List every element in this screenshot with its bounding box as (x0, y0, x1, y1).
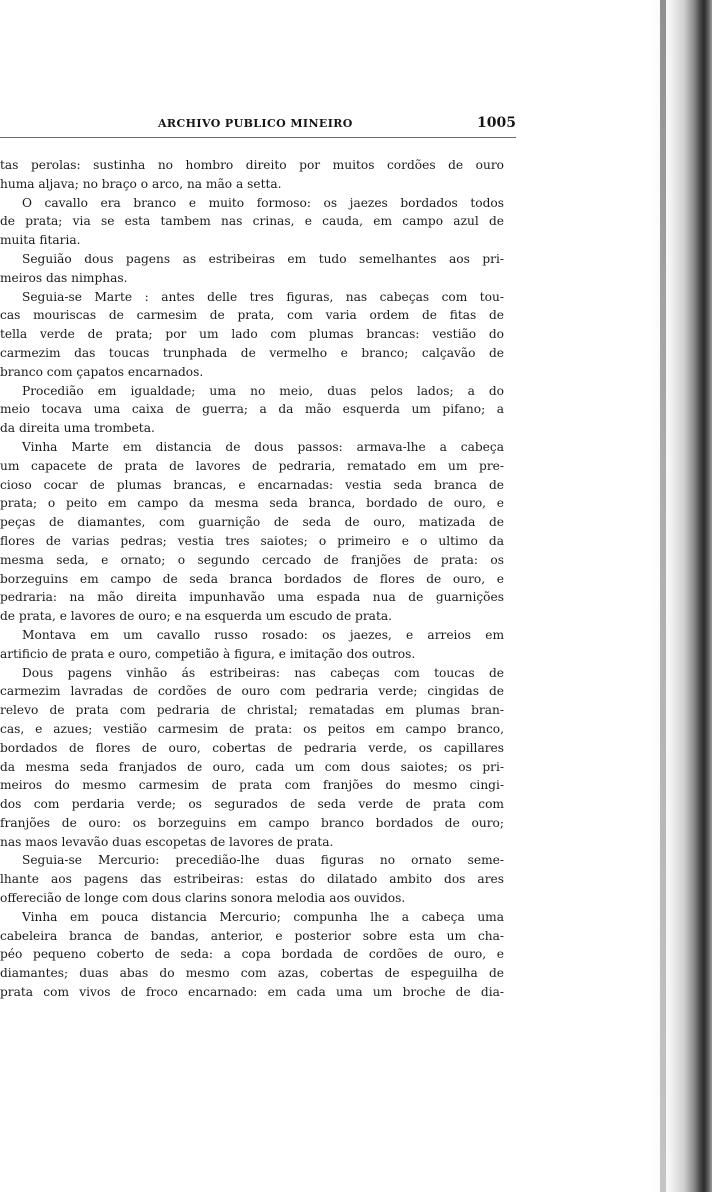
text-line: cabeleira branca de bandas, anterior, e posterior sobre esta um cha- (0, 928, 504, 943)
text-line: franjões de ouro: os borzeguins em campo branco bordados de ouro; (0, 815, 504, 830)
text-line: nas maos levavão duas escopetas de lavores de prata. (0, 834, 334, 849)
text-line: diamantes; duas abas do mesmo com azas, cobertas de espeguilha de (0, 966, 504, 981)
text-line: relevo de prata com pedraria de christal; rematadas em plumas bran- (0, 703, 504, 718)
text-line: meiros das nimphas. (0, 270, 128, 285)
text-line: Seguia-se Mercurio: precedião-lhe duas figuras no ornato seme- (22, 853, 504, 868)
text-line: Montava em um cavallo russo rosado: os jaezes, e arreios em (22, 627, 504, 642)
page-number: 1005 (477, 115, 516, 131)
text-line: um capacete de prata de lavores de pedraria, rematado em um pre- (0, 458, 504, 473)
text-line: muita fitaria. (0, 233, 81, 248)
text-line: pedraria: na mão direita impunhavão uma espada nua de guarnições (0, 590, 504, 605)
text-line: offerecião de longe com dous clarins sonora melodia aos ouvidos. (0, 891, 406, 906)
text-line: péo pequeno coberto de seda: a copa bordada de cordões de ouro, e (0, 947, 504, 962)
text-line: borzeguins em campo de seda branca bordados de flores de ouro, e (0, 571, 504, 586)
text-line: da mesma seda franjados de ouro, cada um com dous saiotes; os pri- (0, 759, 504, 774)
text-line: Vinha Marte em distancia de dous passos: armava-lhe a cabeça (22, 439, 504, 454)
text-line: carmezim lavradas de cordões de ouro com pedraria verde; cingidas de (0, 684, 504, 699)
text-line: meiros do mesmo carmesim de prata com franjões do mesmo cingi- (0, 778, 504, 793)
text-line: Seguião dous pagens as estribeiras em tudo semelhantes aos pri- (22, 251, 504, 266)
text-line: dos com perdaria verde; os segurados de seda verde de prata com (0, 797, 504, 812)
text-line: meio tocava uma caixa de guerra; a da mão esquerda um pifano; a (0, 402, 504, 417)
body-text (0, 156, 504, 1002)
running-header (0, 117, 516, 135)
text-line: tella verde de prata; por um lado com plumas brancas: vestião do (0, 327, 504, 342)
text-line: bordados de flores de ouro, cobertas de pedraria verde, os capillares (0, 740, 504, 755)
text-line: cas mouriscas de carmesim de prata, com varia ordem de fitas de (0, 308, 504, 323)
text-line: peças de diamantes, com guarnição de seda de ouro, matizada de (0, 515, 504, 530)
text-line: flores de varias pedras; vestia tres saiotes; o primeiro e o ultimo da (0, 533, 504, 548)
text-line: carmezim das toucas trunphada de vermelho e branco; calçavão de (0, 345, 504, 360)
text-line: Procedião em igualdade; uma no meio, duas pelos lados; a do (22, 383, 504, 398)
text-line: Seguia-se Marte : antes delle tres figuras, nas cabeças com tou- (22, 289, 504, 304)
text-line: tas perolas: sustinha no hombro direito por muitos cordões de ouro (0, 158, 504, 172)
text-line: prata; o peito em campo da mesma seda branca, bordado de ouro, e (0, 496, 504, 511)
text-line: cas, e azues; vestião carmesim de prata: os peitos em campo branco, (0, 721, 504, 736)
text-line: da direita uma trombeta. (0, 421, 155, 436)
text-line: Dous pagens vinhão ás estribeiras: nas cabeças com toucas de (22, 665, 504, 680)
binding-edge (660, 0, 666, 1192)
text-line: cioso cocar de plumas brancas, e encarnadas: vestia seda branca de (0, 477, 504, 492)
text-line: artificio de prata e ouro, competião à figura, e imitação dos outros. (0, 646, 416, 661)
text-line: de prata, e lavores de ouro; e na esquerda um escudo de prata. (0, 609, 392, 624)
text-line: Vinha em pouca distancia Mercurio; compunha lhe a cabeça uma (22, 909, 504, 924)
text-line: huma aljava; no braço o arco, na mão a setta. (0, 176, 282, 191)
text-line: O cavallo era branco e muito formoso: os jaezes bordados todos (22, 195, 504, 210)
header-rule (0, 137, 516, 138)
text-line: mesma seda, e ornato; o segundo cercado de franjões de prata: os (0, 552, 504, 567)
text-line: lhante aos pagens das estribeiras: estas do dilatado ambito dos ares (0, 872, 504, 887)
header-title: ARCHIVO PUBLICO MINEIRO (158, 117, 353, 130)
text-line: de prata; via se esta tambem nas crinas, e cauda, em campo azul de (0, 214, 504, 229)
text-line: prata com vivos de froco encarnado: em cada uma um broche de dia- (0, 985, 504, 1000)
text-line: branco com çapatos encarnados. (0, 364, 204, 379)
